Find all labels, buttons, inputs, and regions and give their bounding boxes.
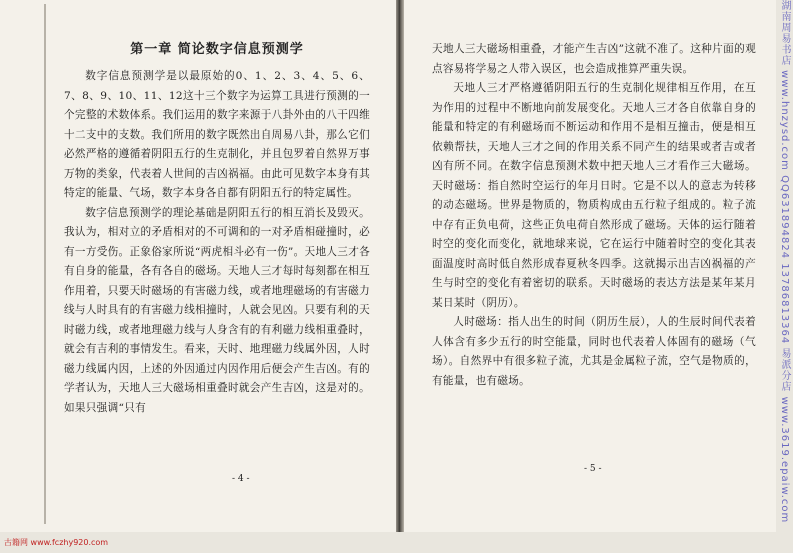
footer-watermark: 古籍网 www.fczhy920.com <box>4 538 109 547</box>
left-paragraph-2: 数字信息预测学的理论基础是阴阳五行的相互消长及毁灭。我认为，相对立的矛盾相对的不可调和的一对矛盾相碰撞时，必有一方受伤。正象俗家所说“两虎相斗必有一伤”。天地人三才各有自身的能量，各有各自的磁场。天地人三才每时每刻都在相互作用着，只要天时磁场的有害磁力线，或者地理磁场的有害磁力线与人时具有的有害磁力线相撞时，人就会见凶。只要有利的天时磁力线，或者地理磁力线与人身含有的有利磁力线相重叠时，就会有吉利的事情发生。看来，天时、地理磁力线属外因，人时磁力线属内因，上述的外因通过内因作用后便会产生吉凶。有的学者认为，天地人三大磁场相重叠时就会产生吉凶，这是对的。如果只强调“只有 <box>64 206 370 414</box>
side-banner-watermark: 湖南周易书店 www.hnzysd.com QQ631894824 13786813364 易派分店 www.3619.epaiw.com <box>779 0 790 524</box>
left-paragraph-1: 数字信息预测学是以最原始的0、1、2、3、4、5、6、7、8、9、10、11、12这十三个数字为运算工具进行预测的一个完整的术数体系。我们运用的数字来源于八卦外由的八干四维十二支中的支数。我们所用的数字既然出自周易八卦，那么它们必然严格的遵循着阴阳五行的生克制化，并且包罗着自然界万事万物的类象，代表着人世间的吉凶祸福。由此可见数字本身有其特定的能量、气场，数字本身各自都有阴阳五行的特定属性。 <box>64 70 370 199</box>
chapter-title: 第一章 简论数字信息预测学 <box>130 42 304 57</box>
right-paragraph-3: 人时磁场：指人出生的时间（阴历生辰），人的生辰时间代表着人体含有多少五行的时空能量，同时也代表着人体固有的磁场（气场）。自然界中有很多粒子流，尤其是金属粒子流，空气是物质的，有能量，也有磁场。 <box>432 316 756 387</box>
right-paragraph-2: 天地人三才严格遵循阴阳五行的生克制化规律相互作用，在互为作用的过程中不断地向前发展变化。天地人三才各自依靠自身的能量和特定的有利磁场而不断运动和作用不是相互撞击，便是相互依赖帮扶，天地人三才之间的作用关系不同产生的结果或者吉或者凶有所不同。在数字信息预测术数中把天地人三才看作三大磁场。天时磁场：指自然时空运行的年月日时。它是不以人的意志为转移的动态磁场。世界是物质的，物质构成由五行粒子组成的。粒子流中存有正负电荷，这些正负电荷自然形成了磁场。天体的运行随着时空的变化而变化，就地球来说，它在运行中随着时空的变化其表面温度时高时低自然形成春夏秋冬四季。这就揭示出吉凶祸福的产生与时空的变化有着密切的联系。天时磁场的表达方法是某年某月某日某时（阴历）。 <box>432 82 756 309</box>
book-gutter <box>396 0 404 532</box>
right-page <box>404 0 776 532</box>
right-paragraph-1: 天地人三大磁场相重叠，才能产生吉凶”这就不准了。这种片面的观点容易将学易之人带入误区，也会造成推算严重失误。 <box>432 43 756 75</box>
right-page-number: - 5 - <box>584 464 602 474</box>
left-page <box>0 0 396 532</box>
left-page-number: - 4 - <box>232 474 250 484</box>
footer-bar <box>0 532 793 553</box>
page-edge-line <box>44 4 46 524</box>
